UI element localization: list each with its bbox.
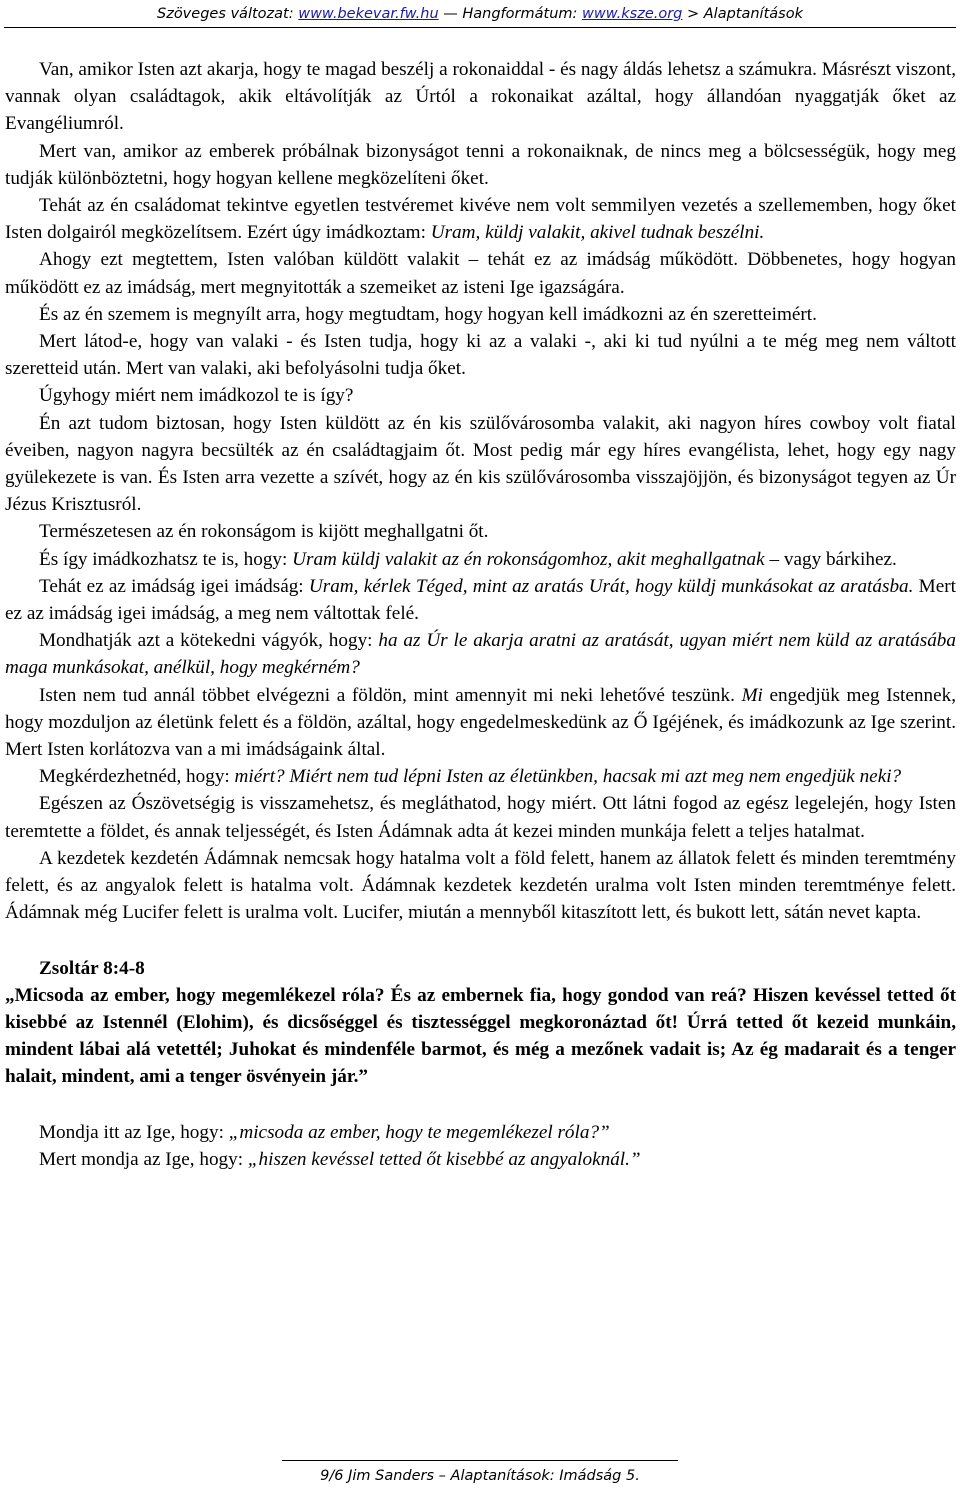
italic-text: Uram, küldj valakit, akivel tudnak beszélni.	[430, 222, 765, 244]
paragraph	[5, 410, 956, 519]
text-run: És az én szemem is megnyílt arra, hogy megtudtam, hogy hogyan kell imádkozni az én szeretteimért.	[39, 303, 817, 325]
text-run: Isten nem tud annál többet elvégezni a földön, mint amennyit mi neki lehetővé teszünk.	[39, 684, 742, 706]
text-run: Egészen az Ószövetségig is visszamehetsz, és megláthatod, hogy miért. Ott látni fogod az egész legelején, hogy Isten teremtette a földet, és annak teljességét, és Isten Ádámnak adta át kezei minden munkája felett a teljes hatalmat.	[5, 793, 956, 842]
psalm-quote: „Micsoda az ember, hogy megemlékezel róla? És az embernek fia, hogy gondod van reá? Hiszen kevéssel tetted őt kisebbé az Istennél (Elohim), és dicsőséggel és tisztességgel megkoronáztad őt! Úrrá tetted őt kezeid munkáin, mindent lábai alá vetettél; Juhokat és mindenféle barmot, és még a mezőnek vadait is; Az ég madarait és a tenger halait, mindent, ami a tenger ösvényein jár.”	[5, 984, 956, 1088]
document-body	[5, 56, 956, 1173]
header-middle: — Hangformátum:	[438, 6, 582, 22]
footer-divider	[282, 1460, 678, 1461]
paragraph	[5, 246, 956, 300]
paragraph	[5, 518, 956, 545]
closing-paragraph	[5, 1119, 956, 1146]
paragraph	[5, 328, 956, 382]
text-run: És így imádkozhatsz te is, hogy:	[39, 548, 293, 570]
text-run: Tehát az én családomat tekintve egyetlen testvéremet kivéve nem volt semmilyen vezetés a szellememben, hogy őket Isten dolgairól megközelítsem. Ezért úgy imádkoztam:	[5, 195, 956, 244]
text-run: engedjük meg Istennek, hogy mozduljon az életünk felett és a földön, azáltal, hogy engedelmeskedünk az Ő Igéjének, és imádkozunk az Ige szerint. Mert Isten korlátozva van a mi imádságaink által.	[5, 684, 956, 761]
text-run: Mert látod-e, hogy van valaki - és Isten tudja, hogy ki az a valaki -, aki ki tud nyúlni a te még meg nem váltott szeretteid után. Mert van valaki, aki befolyásolni tudja őket.	[5, 331, 956, 380]
text-run: Mert van, amikor az emberek próbálnak bizonyságot tenni a rokonaiknak, de nincs meg a bölcsességük, hogy meg tudják különböztetni, hogy hogyan kellene megközelíteni őket.	[5, 140, 956, 189]
text-run: Megkérdezhetnéd, hogy:	[39, 766, 235, 788]
text-run: Úgyhogy miért nem imádkozol te is így?	[39, 385, 354, 407]
spacer	[5, 1091, 956, 1119]
paragraph	[5, 382, 956, 409]
ksze-link[interactable]: www.ksze.org	[582, 6, 683, 22]
page-footer: 9/6 Jim Sanders – Alaptanítások: Imádság 5.	[320, 1468, 640, 1484]
italic-text: „micsoda az ember, hogy te megemlékezel róla?”	[228, 1121, 610, 1143]
italic-text: ha az Úr le akarja aratni az aratását, ugyan miért nem küld az aratásába maga munkásokat, anélkül, hogy megkérném?	[5, 630, 956, 679]
text-run: Mert ez az imádság igei imádság, a meg nem váltottak felé.	[5, 575, 956, 625]
header-prefix: Szöveges változat:	[157, 6, 299, 22]
text-run: Természetesen az én rokonságom is kijött meghallgatni őt.	[39, 521, 489, 543]
text-run: Én azt tudom biztosan, hogy Isten küldött az én kis szülővárosomba valakit, aki nagyon híres cowboy volt fiatal éveiben, nagyon nagyra becsülték az én családtagjaim őt. Most pedig már egy híres evangélista, lehet, hogy egy nagy gyülekezete is van. És Isten arra vezette a szívét, hogy az én kis szülővárosomba visszajöjjön, és bizonyságot tegyen az Úr Jézus Krisztusról.	[5, 412, 956, 516]
text-run: Mert mondja az Ige, hogy:	[39, 1148, 248, 1170]
spacer	[5, 927, 956, 955]
paragraph	[5, 192, 956, 246]
text-run: A kezdetek kezdetén Ádámnak nemcsak hogy hatalma volt a föld felett, hanem az állatok felett és minden teremtmény felett, és az angyalok felett is hatalma volt. Ádámnak kezdetek kezdetén uralma volt Isten minden teremtménye felett. Ádámnak még Lucifer felett is uralma volt. Lucifer, miután a mennyből kitaszított lett, és bukott lett, sátán nevet kapta.	[5, 847, 956, 924]
text-run: Mondhatják azt a kötekedni vágyók, hogy:	[39, 630, 379, 652]
header-suffix: > Alaptanítások	[682, 6, 803, 22]
paragraph	[5, 301, 956, 328]
text-run: vagy bárkihez.	[779, 548, 897, 570]
text-run: Tehát ez az imádság igei imádság:	[39, 575, 309, 597]
bekevar-link[interactable]: www.bekevar.fw.hu	[298, 6, 439, 22]
paragraph	[5, 682, 956, 764]
header-divider	[4, 27, 956, 28]
paragraph	[5, 627, 956, 681]
paragraph	[5, 763, 956, 790]
paragraph	[5, 546, 956, 573]
italic-text: „hiszen kevéssel tetted őt kisebbé az angyaloknál.”	[247, 1148, 641, 1170]
italic-text: miért? Miért nem tud lépni Isten az életünkben, hacsak mi azt meg nem engedjük neki?	[234, 766, 902, 788]
paragraph	[5, 138, 956, 192]
paragraph	[5, 790, 956, 844]
text-run: Mondja itt az Ige, hogy:	[39, 1121, 229, 1143]
paragraph	[5, 573, 956, 627]
closing-paragraph	[5, 1146, 956, 1173]
text-run: Ahogy ezt megtettem, Isten valóban küldött valakit – tehát ez az imádság működött. Döbbenetes, hogy hogyan működött ez az imádság, mert megnyitották a szemeiket az isteni Ige igazságára.	[5, 249, 956, 298]
italic-text: Uram küldj valakit az én rokonságomhoz, akit meghallgatnak –	[292, 548, 780, 570]
psalm-title: Zsoltár 8:4-8	[39, 957, 145, 979]
paragraph	[5, 56, 956, 138]
italic-text: Uram, kérlek Téged, mint az aratás Urát, hogy küldj munkásokat az aratásba.	[308, 575, 914, 597]
page-header	[0, 4, 960, 24]
italic-text: Mi	[741, 684, 763, 706]
text-run: Van, amikor Isten azt akarja, hogy te magad beszélj a rokonaiddal - és nagy áldás lehetsz a számukra. Másrészt viszont, vannak olyan családtagok, akik eltávolítják az Úrtól a rokonaikat azáltal, hogy állandóan nyaggatják őket az Evangéliumról.	[5, 59, 956, 135]
paragraph	[5, 845, 956, 927]
